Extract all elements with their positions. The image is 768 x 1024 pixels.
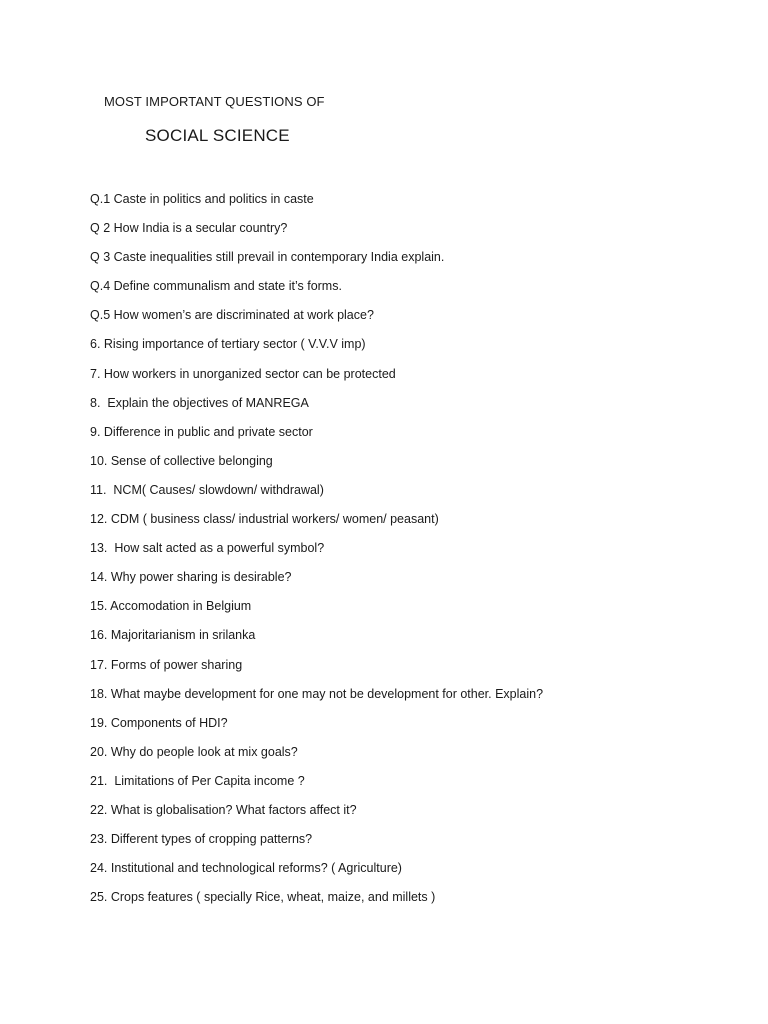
question-item: 8. Explain the objectives of MANREGA — [90, 395, 309, 410]
question-item: 9. Difference in public and private sector — [90, 424, 313, 439]
question-item: Q 3 Caste inequalities still prevail in contemporary India explain. — [90, 250, 445, 265]
document-title: SOCIAL SCIENCE — [145, 126, 290, 145]
question-item: 18. What maybe development for one may not be development for other. Explain? — [90, 686, 544, 701]
question-item: Q.1 Caste in politics and politics in caste — [90, 192, 314, 206]
question-item: Q 2 How India is a secular country? — [90, 221, 288, 236]
question-list — [90, 190, 543, 917]
question-item: 6. Rising importance of tertiary sector ( V.V.V imp) — [90, 337, 366, 352]
question-item: 13. How salt acted as a powerful symbol? — [90, 541, 325, 556]
question-item: 19. Components of HDI? — [90, 715, 228, 730]
question-item: 24. Institutional and technological reforms? ( Agriculture) — [90, 861, 402, 876]
question-item: 25. Crops features ( specially Rice, wheat, maize, and millets ) — [90, 890, 436, 905]
question-item: 21. Limitations of Per Capita income ? — [90, 773, 305, 788]
question-item: 17. Forms of power sharing — [90, 657, 243, 672]
question-item: 15. Accomodation in Belgium — [90, 599, 252, 614]
document-heading: MOST IMPORTANT QUESTIONS OF — [104, 94, 325, 109]
question-item: 16. Majoritarianism in srilanka — [90, 628, 256, 643]
question-item: Q.5 How women’s are discriminated at work place? — [90, 308, 374, 323]
question-item: 22. What is globalisation? What factors affect it? — [90, 802, 357, 817]
question-item: 14. Why power sharing is desirable? — [90, 570, 292, 585]
question-item: 11. NCM( Causes/ slowdown/ withdrawal) — [90, 482, 324, 497]
question-item: 12. CDM ( business class/ industrial workers/ women/ peasant) — [90, 512, 439, 527]
question-item: 20. Why do people look at mix goals? — [90, 744, 298, 759]
question-item: Q.4 Define communalism and state it’s forms. — [90, 279, 342, 294]
question-item: 7. How workers in unorganized sector can be protected — [90, 366, 396, 381]
question-item: 10. Sense of collective belonging — [90, 453, 273, 468]
question-item: 23. Different types of cropping patterns? — [90, 832, 313, 847]
